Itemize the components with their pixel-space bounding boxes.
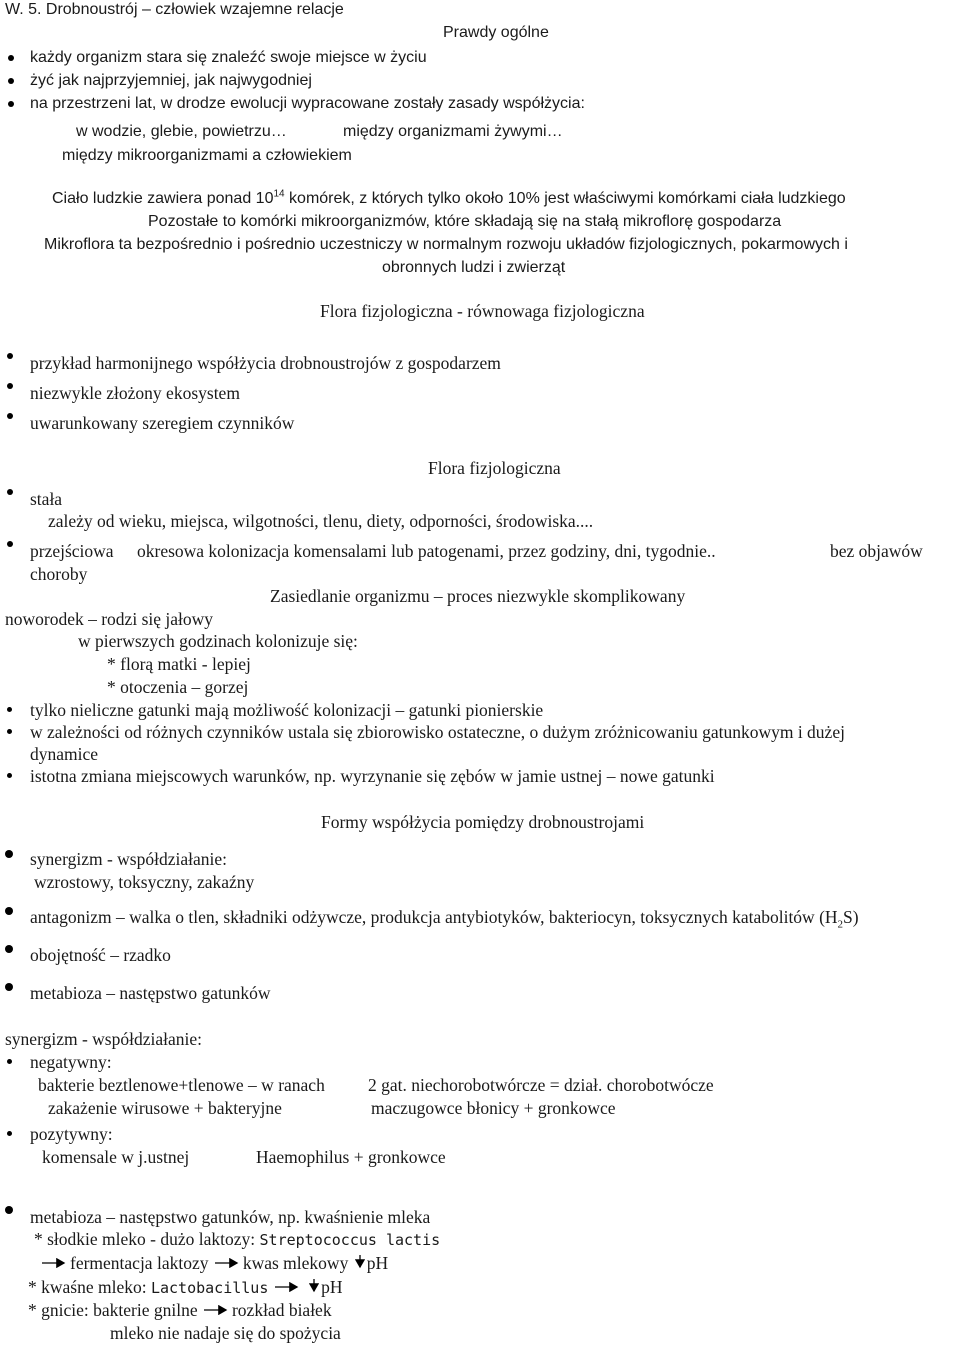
bullet-text: żyć jak najprzyjemniej, jak najwygodniej [30,72,312,89]
fermentation-line: fermentacja laktozy kwas mlekowy pH [40,1254,388,1273]
bullet-icon [7,773,12,778]
newborn-text: noworodek – rodzi się jałowy [5,609,214,629]
bullet-icon [5,1206,13,1214]
non-pathogenic-text: 2 gat. niechorobotwórcze = dział. chorobotwócze [368,1075,714,1095]
antagonism-text: antagonizm – walka o tlen, składniki odżywcze, produkcja antybiotyków, bakteriocyn, toksycznych katabolitów $(H_2S)$ [30,907,859,931]
remaining-cells-text: Pozostałe to komórki mikroorganizmów, które składają się na stałą mikroflorę gospodarza [148,213,782,230]
surroundings-text: * otoczenia – gorzej [107,677,249,697]
bullet-text: istotna zmiana miejscowych warunków, np. wyrzynanie się zębów w jamie ustnej – nowe gatunki [30,766,715,786]
cells-sentence: Ciało ludzkie zawiera ponad $10^{14}$ komórek, z których tylko około 10% jest właściwymi komórkami ciała ludzkiego [52,188,846,207]
anaerobic-text: bakterie beztlenowe+tlenowe – w ranach [38,1075,325,1095]
bullet-text: każdy organizm stara się znaleźć swoje miejsce w życiu [30,49,427,66]
flora-transient-desc: okresowa kolonizacja komensalami lub patogenami, przez godziny, dni, tygodnie.. [137,541,716,561]
bullet-text-continuation: dynamice [30,744,99,764]
sour-milk-line: * kwaśne mleko: Lactobacillus pH [28,1277,343,1297]
arrow-right-icon [202,1303,232,1317]
disease-text: choroby [30,564,88,584]
bullet-text: w zależności od różnych czynników ustala się zbiorowisko ostateczne, o dużym zróżnicowaniu gatunkowym i dużej [30,722,845,742]
arrow-down-icon [307,1278,321,1296]
bullet-text: przykład harmonijnego współżycia drobnoustrojów z gospodarzem [30,353,501,373]
bullet-text: tylko nieliczne gatunki mają możliwość kolonizacji – gatunki pionierskie [30,700,544,720]
diphtheria-text: maczugowce błonicy + gronkowce [371,1098,616,1118]
section-heading-general-truths: Prawdy ogólne [443,24,549,41]
page-title: W. 5. Drobnoustrój – człowiek wzajemne relacje [5,1,344,18]
flora-type-stable: stała [30,489,63,509]
bullet-icon [7,413,13,419]
section-heading-colonization: Zasiedlanie organizmu – proces niezwykle skomplikowany [270,586,686,606]
bullet-icon [7,1131,12,1136]
indifference-text: obojętność – rzadko [30,945,171,965]
synergism-text: synergizm - współdziałanie: [30,849,227,869]
sweet-milk-line: * słodkie mleko - dużo laktozy: Streptococcus lactis [34,1229,441,1249]
arrow-right-icon [40,1256,70,1270]
synergism-types-text: wzrostowy, toksyczny, zakaźny [34,872,255,892]
bullet-icon [8,78,14,84]
bullet-icon [7,353,13,359]
habitat-text: między organizmami żywymi… [343,123,563,140]
bullet-icon [7,541,13,547]
arrow-right-icon [213,1256,243,1270]
flora-stable-desc: zależy od wieku, miejsca, wilgotności, tlenu, diety, odporności, środowiska.... [48,511,594,531]
section-heading-physiological-flora: Flora fizjologiczna [428,458,561,478]
not-drinkable-text: mleko nie nadaje się do spożycia [110,1323,341,1343]
microflora-text: Mikroflora ta bezpośrednio i pośrednio uczestniczy w normalnym rozwoju układów fizjologicznych, pokarmowych i [44,236,848,253]
bullet-icon [5,983,13,991]
commensals-text: komensale w j.ustnej [42,1147,190,1167]
bullet-icon [7,383,13,389]
arrow-right-icon [273,1280,303,1294]
mother-flora-text: * florą matki - lepiej [107,654,251,674]
bullet-icon [5,945,13,953]
metabiosis-text: metabioza – następstwo gatunków [30,983,271,1003]
streptococcus-name: Streptococcus lactis [259,1231,441,1249]
arrow-down-icon [353,1254,367,1272]
bullet-icon [7,707,12,712]
bullet-icon [8,55,14,61]
bullet-text: uwarunkowany szeregiem czynników [30,413,295,433]
rotting-line: * gnicie: bakterie gnilne rozkład białek [28,1300,332,1320]
viral-infection-text: zakażenie wirusowe + bakteryjne [48,1098,282,1118]
bullet-icon [8,101,14,107]
habitat-text: między mikroorganizmami a człowiekiem [62,147,352,164]
section-heading-synergism: synergizm - współdziałanie: [5,1029,202,1049]
bullet-icon [7,729,12,734]
no-symptoms-text: bez objawów [830,541,923,561]
bullet-text: niezwykle złożony ekosystem [30,383,240,403]
bullet-text: na przestrzeni lat, w drodze ewolucji wypracowane zostały zasady współżycia: [30,95,585,112]
haemophilus-text: Haemophilus + gronkowce [256,1147,446,1167]
first-hours-text: w pierwszych godzinach kolonizuje się: [78,631,358,651]
positive-label: pozytywny: [30,1124,113,1144]
metabiosis-milk-text: metabioza – następstwo gatunków, np. kwaśnienie mleka [30,1207,431,1227]
bullet-icon [7,489,13,495]
section-heading-physiological-flora-balance: Flora fizjologiczna - równowaga fizjologiczna [320,301,645,321]
lactobacillus-name: Lactobacillus [150,1279,269,1297]
flora-type-transient: przejściowa [30,541,114,561]
microflora-text: obronnych ludzi i zwierząt [382,259,566,276]
negative-label: negatywny: [30,1052,112,1072]
section-heading-coexistence-forms: Formy współżycia pomiędzy drobnoustrojami [321,812,645,832]
bullet-icon [5,850,13,858]
habitat-text: w wodzie, glebie, powietrzu… [76,123,287,140]
bullet-icon [5,907,13,915]
bullet-icon [7,1059,12,1064]
